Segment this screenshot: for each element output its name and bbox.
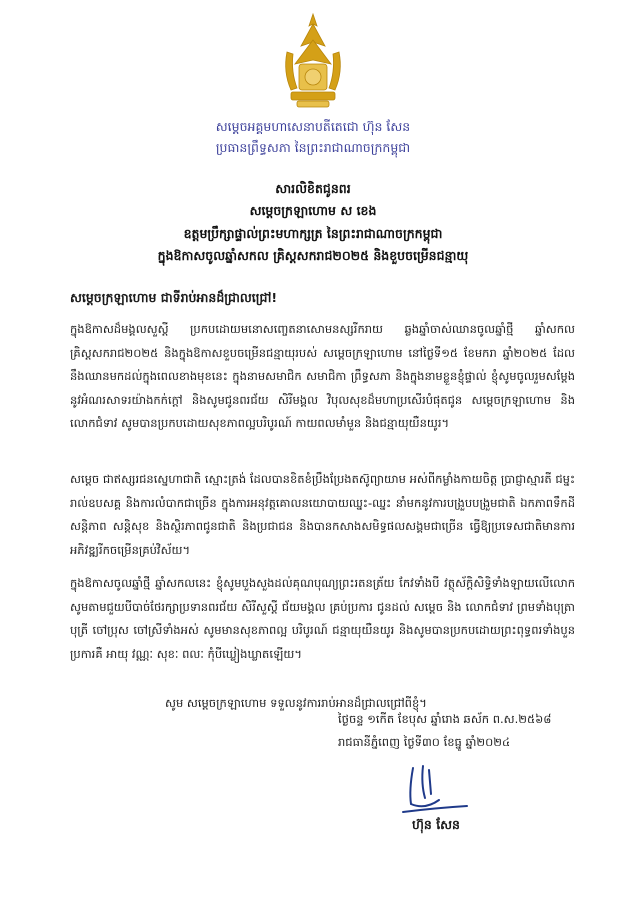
sender-name: សម្ដេចអគ្គមហាសេនាបតីតេជោ ហ៊ុន សែន [215, 119, 411, 134]
royal-crest-icon [273, 12, 353, 112]
place-date: រាជធានីភ្នំពេញ ថ្ងៃទី៣០ ខែធ្នូ ឆ្នាំ២០២៤ [338, 735, 511, 749]
closing-line: សូម សម្ដេចក្រឡាហោម ទទួលនូវការរាប់អានដ៏ជ្រាលជ្រៅពីខ្ញុំ។ [165, 696, 427, 710]
letter-title: សារលិខិតជូនពរ [275, 181, 351, 196]
occasion-line: ក្នុងឱកាសចូលឆ្នាំសកល គ្រិស្តសករាជ២០២៥ និងខួបចម្រើនជន្មាយុ [157, 248, 469, 263]
handwritten-signature-icon [395, 760, 475, 820]
recipient-title: ឧត្តមប្រឹក្សាផ្ទាល់ព្រះមហាក្សត្រ នៃព្រះរាជាណាចក្រកម្ពុជា [183, 226, 443, 241]
salutation: សម្ដេចក្រឡាហោម ជាទីរាប់អានដ៏ជ្រាលជ្រៅ! [70, 290, 278, 305]
body-paragraph-3: ក្នុងឱកាសចូលឆ្នាំថ្មី ឆ្នាំសកលនេះ ខ្ញុំសូមបួងសួងដល់គុណបុណ្យព្រះរតនត្រ័យ កែវទាំងបី វត្ថុស័ក្ដិសិទ្ធិទាំងឡាយលើលោក សូមតាមជួយបីបាច់ថែរក្សាប្រទានពរជ័យ សិរីសួស្ដី ជ័យមង្គល គ្រប់ប្រការ ជូនដល់ សម្ដេច និង លោកជំទាវ ព្រមទាំងបុត្រា បុត្រី ចៅប្រុស ចៅស្រីទាំងអស់ សូមមានសុខភាពល្អ បរិបូរណ៍ ជន្មាយុយឺនយូរ និងសូមបានប្រកបដោយព្រះពុទ្ធពរទាំងបួនប្រការគឺ អាយុ វណ្ណៈ សុខៈ ពលៈ កុំបីឃ្លៀងឃ្លាតឡើយ។ [70, 576, 575, 661]
body-paragraph-2: សម្ដេច ជាឥស្សរជនស្នេហាជាតិ ស្មោះត្រង់ ដែលបានខិតខំប្រឹងប្រែងតស៊ូព្យាយាម អស់ពីកម្លាំងកាយចិត្ត ប្រាជ្ញាស្មារតី ជម្នះរាល់ឧបសគ្គ និងការលំបាកជាច្រើន ក្នុងការអនុវត្តគោលនយោបាយឈ្នះ-ឈ្នះ នាំមកនូវការបង្រួបបង្រួមជាតិ ឯកភាពទឹកដី សន្តិភាព សន្តិសុខ និងស្ថិរភាពជូនជាតិ និងប្រជាជន និងបានកសាងសមិទ្ធផលសង្គមជាច្រើន ធ្វើឱ្យប្រទេសជាតិមានការអភិវឌ្ឍរីកចម្រើនគ្រប់វិស័យ។ [70, 472, 576, 557]
body-paragraph-1: ក្នុងឱកាសដ៏មង្គលសួស្ដី ប្រកបដោយមនោសញ្ចេតនាសោមនស្សរីករាយ ឆ្លងឆ្នាំចាស់ឈានចូលឆ្នាំថ្មី ឆ្នាំសកល គ្រិស្តសករាជ២០២៥ និងក្នុងឱកាសខួបចម្រើនជន្មាយុរបស់ សម្ដេចក្រឡាហោម នៅថ្ងៃទី១៥ ខែមករា ឆ្នាំ២០២៥ ដែលនឹងឈានមកដល់ក្នុងពេលខាងមុខនេះ ក្នុងនាមសមាជិក សមាជិកា ព្រឹទ្ធសភា និងក្នុងនាមខ្លួនខ្ញុំផ្ទាល់ ខ្ញុំសូមចូលរួមសម្ដែងនូវអំណរសាទរយ៉ាងកក់ក្ដៅ និងសូមជូនពរជ័យ សិរីមង្គល វិបុលសុខដ៏មហាប្រសើរបំផុតជូន សម្ដេចក្រឡាហោម និង លោកជំទាវ សូមបានប្រកបដោយសុខភាពល្អបរិបូរណ៍ កាយពលមាំមួន និងជន្មាយុយឺនយូរ។ [70, 322, 575, 430]
signer-name: ហ៊ុន សែន [412, 817, 460, 832]
lunar-date: ថ្ងៃចន្ទ ១កើត ខែបុស ឆ្នាំរោង ឆស័ក ព.ស.២៥៦៨ [338, 712, 552, 726]
sender-title: ប្រធានព្រឹទ្ធសភា នៃព្រះរាជាណាចក្រកម្ពុជា [215, 140, 411, 155]
recipient-name: សម្ដេចក្រឡាហោម ស ខេង [249, 203, 377, 218]
